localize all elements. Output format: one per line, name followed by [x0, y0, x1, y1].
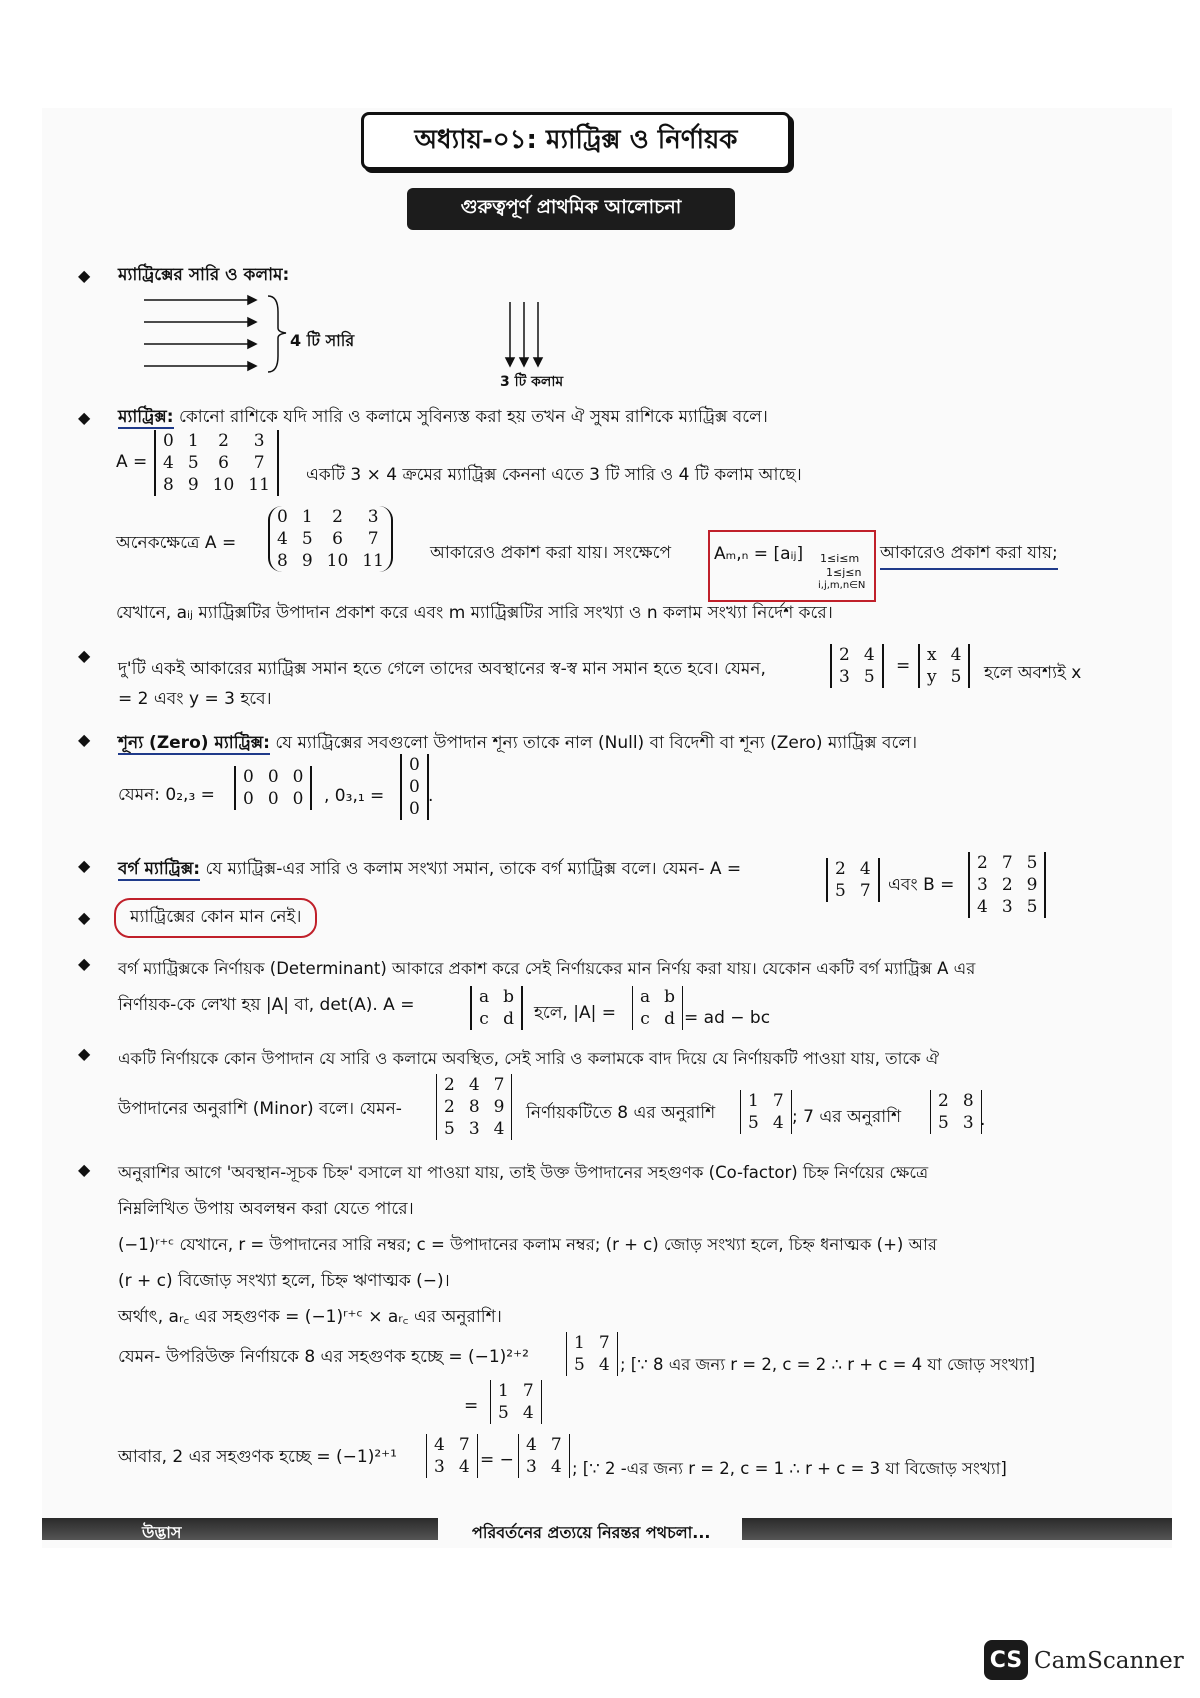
matrix-cell: 7 [1001, 853, 1013, 873]
cofactor-example1-suffix: ; [∵ 8 এর জন্য r = 2, c = 2 ∴ r + c = 4 যা জোড় সংখ্যা] [620, 1355, 1036, 1374]
matrix-abcd [470, 986, 523, 1030]
section-subtitle: গুরুত্বপূর্ণ প্রাথমিক আলোচনা [407, 188, 735, 230]
minor-example-det [436, 1074, 512, 1140]
square-matrix-a [826, 858, 880, 902]
columns-label: 3 টি কলাম [500, 374, 564, 390]
matrix-cell: 4 [550, 1457, 562, 1477]
matrix-cell: 7 [367, 529, 379, 549]
cofactor-line1: অনুরাশির আগে 'অবস্থান-সূচক চিহ্ন' বসালে যা পাওয়া যায়, তাই উক্ত উপাদানের সহগুণক (Co-factor) চিহ্ন নির্ণয়ের ক্ষেত্রে [118, 1163, 929, 1182]
matrix-cell: 4 [458, 1457, 470, 1477]
determinant-abcd [632, 986, 683, 1030]
matrix-row [156, 452, 277, 474]
minor-of-8 [740, 1090, 792, 1134]
matrix-row [970, 896, 1044, 918]
matrix-cell: 7 [458, 1435, 470, 1455]
camscanner-watermark: CamScanner [1034, 1648, 1184, 1674]
alt-form-prefix: অনেকক্ষেত্রে A = [116, 533, 237, 553]
matrix-row [970, 874, 1044, 896]
matrix-cell: 0 [292, 789, 304, 809]
matrix-order-note: একটি 3 × 4 ক্রমের ম্যাট্রিক্স কেননা এতে 3 টি সারি ও 4 টি কলাম আছে। [306, 465, 802, 485]
matrix-a-paren [268, 506, 393, 572]
no-value-note: ম্যাট্রিক্সের কোন মান নেই। [114, 898, 317, 938]
matrix-cell: c [479, 1009, 489, 1029]
matrix-row [970, 852, 1044, 874]
equal-matrix-suffix: হলে অবশ্যই x [984, 663, 1082, 683]
matrix-row [437, 1074, 511, 1096]
matrix-term: ম্যাট্রিক্স: [118, 407, 174, 427]
matrix-row [437, 1118, 511, 1140]
matrix-cell: b [664, 987, 676, 1007]
matrix-cell: 3 [526, 1457, 537, 1477]
bullet-icon: ◆ [78, 954, 91, 973]
matrix-cell: 7 [522, 1381, 534, 1401]
chapter-title: অধ্যায়-০১: ম্যাট্রিক্স ও নির্ণায়ক [361, 112, 791, 170]
matrix-cell: 5 [187, 453, 199, 473]
matrix-cell: 4 [859, 859, 871, 879]
bullet-icon: ◆ [78, 266, 91, 285]
cofactor-example1b-prefix: = [464, 1396, 479, 1416]
matrix-cell: 5 [748, 1113, 759, 1133]
matrix-cell: 6 [332, 529, 343, 549]
row-arrows-diagram [140, 292, 300, 382]
matrix-row [567, 1332, 617, 1354]
matrix-cell: 5 [863, 667, 875, 687]
matrix-cell: 9 [1026, 875, 1038, 895]
bullet-icon: ◆ [78, 856, 91, 875]
matrix-cell: 11 [362, 551, 384, 571]
minor-mid: নির্ণায়কটিতে 8 এর অনুরাশি [526, 1103, 716, 1123]
matrix-cell: 0 [292, 767, 304, 787]
bullet-icon: ◆ [78, 1044, 91, 1063]
matrix-cell: 5 [498, 1403, 509, 1423]
square-matrix-definition [118, 856, 741, 884]
matrix-cell: 7 [253, 453, 265, 473]
matrix-row [270, 550, 391, 572]
matrix-cell: 4 [598, 1355, 610, 1375]
matrix-cell: 5 [835, 881, 846, 901]
matrix-row [427, 1456, 477, 1478]
matrix-cell: 5 [574, 1355, 585, 1375]
cofactor-example1-det [566, 1332, 618, 1376]
matrix-row [828, 880, 878, 902]
minor-of-7 [930, 1090, 982, 1134]
matrix-cell: 10 [212, 475, 235, 495]
cofactor-line4: (r + c) বিজোড় সংখ্যা হলে, চিহ্ন ঋণাত্মক (−)। [118, 1271, 450, 1291]
matrix-row [633, 986, 682, 1008]
camscanner-logo: CS [984, 1640, 1028, 1680]
matrix-row [472, 1008, 521, 1030]
matrix-cell: d [664, 1009, 676, 1029]
matrix-row [832, 666, 882, 688]
matrix-cell: 8 [468, 1097, 480, 1117]
matrix-cell: 1 [187, 431, 199, 451]
matrix-row [402, 776, 427, 798]
matrix-row [519, 1434, 569, 1456]
matrix-row [156, 430, 277, 452]
matrix-row [519, 1456, 569, 1478]
matrix-row [828, 858, 878, 880]
square-matrix-text: যে ম্যাট্রিক্স-এর সারি ও কলাম সংখ্যা সমান, তাকে বর্গ ম্যাট্রিক্স বলে। যেমন- A = [205, 859, 742, 879]
short-form-cond-i: 1≤i≤m [820, 552, 860, 565]
matrix-cell: 5 [444, 1119, 455, 1139]
matrix-row [920, 666, 968, 688]
matrix-cell: 3 [962, 1113, 974, 1133]
matrix-cell: 4 [977, 897, 988, 917]
cofactor-line2: নিম্নলিখিত উপায় অবলম্বন করা যেতে পারে। [118, 1199, 414, 1219]
matrix-cell: d [503, 1009, 515, 1029]
minor-line2: উপাদানের অনুরাশি (Minor) বলে। যেমন- [118, 1099, 402, 1119]
matrix-cell: 3 [253, 431, 265, 451]
footer-band-left [42, 1518, 438, 1540]
equal-matrix-result: = 2 এবং y = 3 হবে। [118, 689, 272, 709]
square-matrix-term: বর্গ ম্যাট্রিক্স: [118, 859, 201, 879]
bullet-icon: ◆ [78, 730, 91, 749]
cofactor-example1-prefix: যেমন- উপরিউক্ত নির্ণায়কে 8 এর সহগুণক হচ্ছে = (−1)²⁺² [118, 1347, 529, 1367]
matrix-cell: y [927, 667, 937, 687]
matrix-row [931, 1090, 981, 1112]
footer-slogan: পরিবর্তনের প্রত্যয়ে নিরন্তর পথচলা... [472, 1523, 711, 1542]
rows-label: 4 টি সারি [290, 331, 355, 350]
matrix-cell: 0 [163, 431, 174, 451]
matrix-row [920, 644, 968, 666]
matrix-cell: 0 [277, 507, 288, 527]
column-arrows-diagram [500, 300, 560, 370]
equal-matrix-1 [830, 644, 884, 688]
cofactor-line3: (−1)ʳ⁺ᶜ যেখানে, r = উপাদানের সারি নম্বর; c = উপাদানের কলাম নম্বর; (r + c) জোড় সংখ্যা হলে, চিহ্ন ধনাত্মক (+) আর [118, 1235, 937, 1254]
matrix-cell: 9 [493, 1097, 505, 1117]
matrix-cell: 11 [248, 475, 270, 495]
matrix-row [472, 986, 521, 1008]
equals-sign: = [896, 656, 911, 676]
matrix-cell: 5 [301, 529, 313, 549]
short-form-cond-n: i,j,m,n∈N [818, 580, 866, 591]
matrix-cell: 10 [326, 551, 349, 571]
zero-matrix-3x1 [400, 754, 429, 820]
short-form: Aₘ,ₙ = [aᵢⱼ] [714, 544, 804, 564]
short-form-cond-j: 1≤j≤n [826, 566, 862, 579]
matrix-row [270, 506, 391, 528]
matrix-a-label: A = [116, 452, 148, 472]
matrix-cell: 1 [301, 507, 313, 527]
footer-brand: উদ্ভাস [142, 1523, 182, 1542]
matrix-cell: 8 [962, 1091, 974, 1111]
matrix-cell: 4 [163, 453, 174, 473]
page-footer [42, 1510, 1172, 1546]
matrix-cell: 3 [468, 1119, 480, 1139]
matrix-cell: 0 [409, 799, 420, 819]
matrix-cell: 5 [950, 667, 962, 687]
matrix-cell: 1 [498, 1381, 509, 1401]
matrix-cell: 9 [187, 475, 199, 495]
matrix-cell: 0 [409, 755, 420, 775]
matrix-cell: 5 [1026, 897, 1038, 917]
matrix-row [402, 754, 427, 776]
matrix-cell: 3 [839, 667, 850, 687]
matrix-cell: 4 [468, 1075, 480, 1095]
matrix-cell: 0 [267, 767, 279, 787]
matrix-row [270, 528, 391, 550]
zero-matrix-term: শূন্য (Zero) ম্যাট্রিক্স: [118, 733, 270, 753]
matrix-cell: 4 [863, 645, 875, 665]
short-form-suffix: আকারেও প্রকাশ করা যায়; [880, 540, 1058, 570]
bullet-icon: ◆ [78, 646, 91, 665]
determinant-result: = ad − bc [684, 1008, 771, 1028]
matrix-cell: x [927, 645, 937, 665]
matrix-cell: 5 [938, 1113, 949, 1133]
matrix-row [931, 1112, 981, 1134]
matrix-row [832, 644, 882, 666]
matrix-cell: 6 [218, 453, 229, 473]
matrix-cell: 3 [977, 875, 988, 895]
minor-line1: একটি নির্ণায়কে কোন উপাদান যে সারি ও কলামে অবস্থিত, সেই সারি ও কলামকে বাদ দিয়ে যে নির্ণায়কটি পাওয়া যায়, তাকে ঐ [118, 1049, 940, 1068]
matrix-cell: 2 [938, 1091, 949, 1111]
matrix-row [633, 1008, 682, 1030]
zero-matrix-definition [118, 730, 917, 758]
matrix-cell: 1 [574, 1333, 585, 1353]
matrix-row [156, 474, 277, 496]
zero-matrix-text: যে ম্যাট্রিক্সের সবগুলো উপাদান শূন্য তাকে নাল (Null) বা বিদেশী বা শূন্য (Zero) ম্যাট্রিক্স বলে। [275, 733, 918, 753]
zero-matrix-2x3 [234, 766, 312, 810]
equal-matrix-text: দু'টি একই আকারের ম্যাট্রিক্স সমান হতে গেলে তাদের অবস্থানের স্ব-স্ব মান সমান হতে হবে। যেমন, [118, 659, 766, 679]
bullet-icon: ◆ [78, 408, 91, 427]
matrix-cell: 8 [163, 475, 174, 495]
matrix-cell: 4 [434, 1435, 445, 1455]
cofactor-example2-suffix: ; [∵ 2 -এর জন্য r = 2, c = 1 ∴ r + c = 3 যা বিজোড় সংখ্যা] [572, 1459, 1007, 1478]
matrix-cell: 7 [493, 1075, 505, 1095]
matrix-row [741, 1090, 791, 1112]
rows-cols-heading: ম্যাট্রিক্সের সারি ও কলাম: [118, 265, 290, 285]
cofactor-example2-prefix: আবার, 2 এর সহগুণক হচ্ছে = (−1)²⁺¹ [118, 1447, 397, 1467]
matrix-cell: b [503, 987, 515, 1007]
matrix-row [491, 1380, 541, 1402]
matrix-cell: 2 [444, 1075, 455, 1095]
matrix-cell: 3 [367, 507, 379, 527]
matrix-cell: 4 [772, 1113, 784, 1133]
matrix-row [491, 1402, 541, 1424]
matrix-cell: 5 [1026, 853, 1038, 873]
matrix-cell: 0 [267, 789, 279, 809]
matrix-cell: 2 [977, 853, 988, 873]
matrix-cell: 2 [839, 645, 850, 665]
matrix-cell: 7 [772, 1091, 784, 1111]
matrix-cell: 4 [522, 1403, 534, 1423]
footer-band-right [742, 1518, 1172, 1540]
matrix-definition [118, 404, 768, 432]
matrix-cell: 9 [301, 551, 313, 571]
matrix-cell: 0 [243, 767, 254, 787]
matrix-cell: 4 [277, 529, 288, 549]
zero-example-prefix: যেমন: 0₂,₃ = [118, 785, 215, 805]
matrix-cell: c [640, 1009, 650, 1029]
bullet-icon: ◆ [78, 1160, 91, 1179]
zero-example-mid: , 0₃,₁ = [324, 786, 385, 806]
square-and: এবং B = [888, 875, 955, 895]
matrix-cell: 4 [493, 1119, 505, 1139]
bullet-icon: ◆ [78, 908, 91, 927]
matrix-row [741, 1112, 791, 1134]
matrix-row [567, 1354, 617, 1376]
matrix-cell: 2 [1001, 875, 1013, 895]
matrix-cell: 7 [598, 1333, 610, 1353]
zero-example-end: . [428, 786, 434, 806]
matrix-row [402, 798, 427, 820]
alt-form-text: আকারেও প্রকাশ করা যায়। সংক্ষেপে [430, 543, 672, 563]
matrix-cell: 3 [434, 1457, 445, 1477]
matrix-cell: 2 [444, 1097, 455, 1117]
square-matrix-b [968, 852, 1046, 918]
cofactor-example2-det1 [426, 1434, 478, 1478]
cofactor-example2-det2 [518, 1434, 570, 1478]
equal-matrix-2 [918, 644, 970, 688]
minor-end: . [980, 1110, 986, 1130]
matrix-cell: 4 [526, 1435, 537, 1455]
matrix-cell: 0 [243, 789, 254, 809]
aij-explanation: যেখানে, aᵢⱼ ম্যাট্রিক্সটির উপাদান প্রকাশ করে এবং m ম্যাট্রিক্সটির সারি সংখ্যা ও n কলাম সংখ্যা নির্দেশ করে। [116, 603, 833, 623]
matrix-cell: 4 [950, 645, 962, 665]
matrix-row [427, 1434, 477, 1456]
matrix-a [154, 430, 279, 496]
determinant-line1: বর্গ ম্যাট্রিক্সকে নির্ণায়ক (Determinant) আকারে প্রকাশ করে সেই নির্ণায়কের মান নির্ণয় করা যায়। যেকোন একটি বর্গ ম্যাট্রিক্স A এর [118, 959, 976, 978]
matrix-cell: 8 [277, 551, 288, 571]
matrix-cell: 7 [550, 1435, 562, 1455]
minor-mid2: ; 7 এর অনুরাশি [792, 1107, 902, 1127]
matrix-cell: 2 [218, 431, 229, 451]
matrix-cell: 2 [332, 507, 343, 527]
cofactor-example1b-det [490, 1380, 542, 1424]
matrix-row [437, 1096, 511, 1118]
cofactor-line5: অর্থাৎ, aᵣ꜀ এর সহগুণক = (−1)ʳ⁺ᶜ × aᵣ꜀ এর অনুরাশি। [118, 1307, 502, 1327]
matrix-definition-text: কোনো রাশিকে যদি সারি ও কলামে সুবিন্যস্ত করা হয় তখন ঐ সুষম রাশিকে ম্যাট্রিক্স বলে। [178, 407, 768, 427]
matrix-cell: 0 [409, 777, 420, 797]
determinant-line2: নির্ণায়ক-কে লেখা হয় |A| বা, det(A). A = [118, 995, 415, 1015]
matrix-cell: a [640, 987, 651, 1007]
matrix-cell: 2 [835, 859, 846, 879]
matrix-cell: 7 [859, 881, 871, 901]
matrix-cell: 3 [1001, 897, 1013, 917]
matrix-row [236, 766, 310, 788]
matrix-cell: a [479, 987, 490, 1007]
determinant-mid: হলে, |A| = [534, 1003, 616, 1023]
matrix-cell: 1 [748, 1091, 759, 1111]
matrix-row [236, 788, 310, 810]
cofactor-example2-mid: = − [480, 1450, 514, 1470]
